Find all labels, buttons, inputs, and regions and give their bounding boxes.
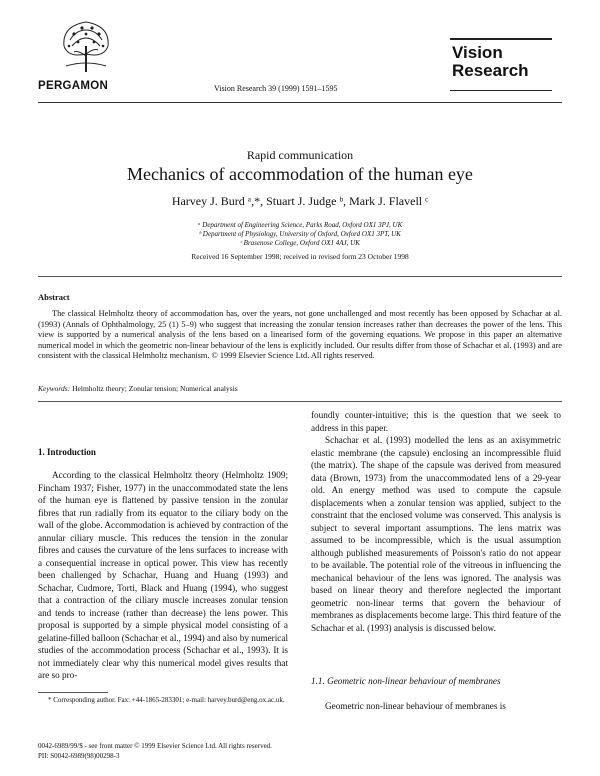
journal-citation: Vision Research 39 (1999) 1591–1595	[214, 84, 338, 93]
body-paragraph: foundly counter-intuitive; this is the question that we seek to address in this paper.	[311, 410, 561, 433]
keywords	[38, 384, 238, 393]
publisher-name: PERGAMON	[38, 80, 109, 92]
subsection-heading: 1.1. Geometric non-linear behaviour of membranes	[311, 676, 501, 686]
journal-logo-top-rule	[450, 38, 552, 40]
abstract-heading: Abstract	[38, 292, 70, 302]
publisher-logo-icon	[52, 16, 120, 76]
footnote-rule	[38, 692, 108, 693]
corresponding-author-footnote: * Corresponding author. Fax: +44-1865-283301; e-mail: harvey.burd@eng.ox.ac.uk.	[48, 696, 285, 704]
right-column	[311, 409, 561, 634]
pii-line: PII: S0042-6989(98)00298-3	[38, 752, 120, 760]
body-paragraph: According to the classical Helmholtz theory (Helmholtz 1909; Fincham 1937; Fisher, 1977) in the unaccommodated state the lens of the human eye is flattened by passive tension in the zonular fibres that run radially from its equator to the ciliary body on the wall of the globe. Accommodation is achieved by contraction of the annular ciliary muscle. This reduces the tension in the zonular fibres and causes the curvature of the lens surfaces to increase with a consequential increase in optical power. This view has recently been challenged by Schachar, Huang and Huang (1993) and Schachar, Cudmore, Torti, Black and Huang (1994), who suggest that a contraction of the ciliary muscle increases zonular tension and tends to increase (rather than decrease) the lens power. This proposal is supported by a simple physical model consisting of a gelatine-filled balloon (Schachar et al., 1994) and also by numerical studies of the accommodation process (Schachar et al., 1993). It is not immediately clear why this numerical model gives results that are so pro-	[38, 470, 288, 680]
journal-logo-line1: Vision	[452, 43, 503, 62]
journal-logo-line2: Research	[452, 61, 529, 80]
article-type: Rapid communication	[246, 148, 354, 162]
copyright-line: 0042-6989/99/$ - see front matter © 1999 Elsevier Science Ltd. All rights reserved.	[38, 742, 272, 750]
article-title: Mechanics of accommodation of the human eye	[127, 164, 473, 184]
author-list: Harvey J. Burd ᵃ,*, Stuart J. Judge ᵇ, Mark J. Flavell ᶜ	[171, 194, 429, 208]
received-dates: Received 16 September 1998; received in revised form 23 October 1998	[191, 252, 409, 261]
affiliation-b: ᵇ Department of Physiology, University of Oxford, Oxford OX1 3PT, UK	[199, 230, 401, 238]
abstract-text: The classical Helmholtz theory of accommodation has, over the years, not gone unchallenged and most recently has been opposed by Schachar at al. (1993) (Annals of Ophthalmology, 25 (1) 5–9) who suggest that increasing the zonular tension increases rather than decreases the power of the lens. This view is supported by a numerical analysis of the lens based on a linearised form of the governing equations. We propose in this paper an alternative numerical model in which the geometric non-linear behaviour of the lens is explicitly included. Our results differ from those of Schachar et al. (1993) and are consistent with the classical Helmholtz mechanism. © 1999 Elsevier Science Ltd. All rights reserved.	[38, 309, 562, 361]
abstract-bottom-rule	[38, 401, 562, 402]
affiliation-a: ᵃ Department of Engineering Science, Parks Road, Oxford OX1 3PJ, UK	[197, 221, 403, 229]
header-rule	[38, 102, 562, 103]
abstract-top-rule	[38, 276, 562, 277]
keywords-list: Helmholtz theory; Zonular tension; Numerical analysis	[70, 384, 238, 393]
left-column	[38, 469, 288, 682]
journal-logo-bottom-rule	[450, 90, 552, 91]
right-column-continued	[311, 700, 561, 713]
affiliation-c: ᶜ Brasenose College, Oxford OX1 4AJ, UK	[240, 239, 360, 247]
body-paragraph: Schachar et al. (1993) modelled the lens as an axisymmetric elastic membrane (the capsule) enclosing an incompressible fluid (the matrix). The shape of the capsule was derived from measured data (Brown, 1973) from the unaccommodated lens of a 29-year old. An energy method was used to compute the capsule displacements when a zonular tension was applied, subject to the constraint that the enclosed volume was conserved. This analysis is subject to several important assumptions. The lens matrix was assumed to be incompressible, which is the usual assumption although published measurements of Poisson's ratio do not appear to be available. The potential role of the vitreous in influencing the mechanical behaviour of the lens was ignored. The analysis was based on linear theory and therefore neglected the important geometric non-linear terms that govern the behaviour of membranes as displacements become large. This third feature of the Schachar et al. (1993) analysis is discussed below.	[311, 435, 561, 633]
body-paragraph: Geometric non-linear behaviour of membranes is	[325, 701, 506, 711]
journal-logo	[452, 44, 529, 80]
keywords-label: Keywords:	[38, 384, 71, 393]
section-heading-introduction: 1. Introduction	[38, 447, 96, 457]
